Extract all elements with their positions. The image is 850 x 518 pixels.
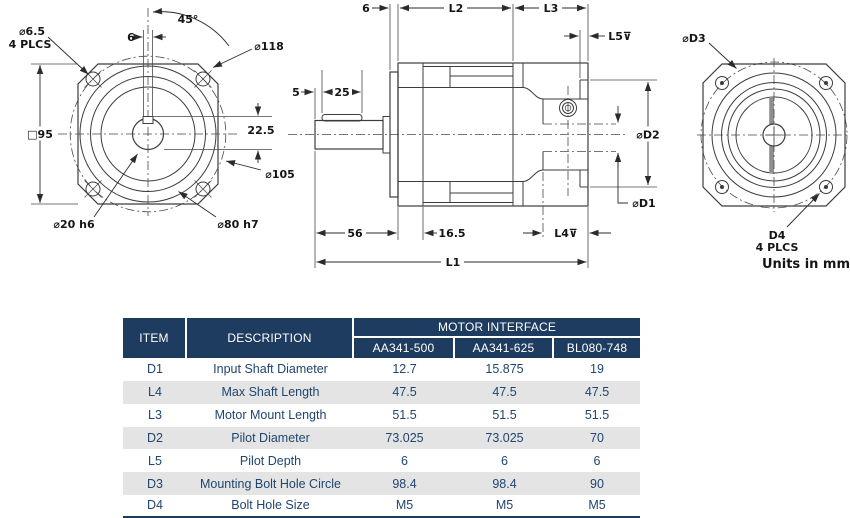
dim-l5: L5⊽ [608,30,632,43]
column-header-model-3: BL080-748 [554,338,640,358]
dim-l3: L3 [543,2,559,15]
cell-value: 70 [554,427,640,450]
cell-description: Max Shaft Length [187,381,354,404]
dim-l2: L2 [448,2,464,15]
cell-description: Bolt Hole Size [187,495,354,518]
cell-value: 6 [455,449,554,472]
rear-keyway-slot [769,97,774,124]
dim-l1: L1 [445,256,461,269]
cell-value: 51.5 [455,404,554,427]
cell-value: 12.7 [354,358,455,381]
column-header-motor-interface: MOTOR INTERFACE [354,318,640,338]
cell-value: 90 [554,472,640,495]
column-header-model-2: AA341-625 [455,338,554,358]
cell-value: 98.4 [455,472,554,495]
dim-key-width: 6 [127,31,135,44]
side-view [288,2,668,270]
side-dimensions [292,2,668,270]
dim-shaft-diameter: ⌀20 h6 [53,218,95,231]
dim-step: 5 [292,86,300,99]
cell-description: Input Shaft Diameter [187,358,354,381]
cell-value: 47.5 [455,381,554,404]
cell-value: 6 [354,449,455,472]
dim-flange-thickness: 16.5 [438,227,466,240]
units-note: Units in mm [761,257,850,272]
cell-value: 73.025 [455,427,554,450]
column-header-description: DESCRIPTION [187,318,354,358]
cell-value: 47.5 [554,381,640,404]
cell-description: Pilot Depth [187,449,354,472]
cell-value: 51.5 [354,404,455,427]
dim-d2: ⌀D2 [636,128,660,142]
cell-value: M5 [554,495,640,518]
cell-value: 15.875 [455,358,554,381]
dim-d3: ⌀D3 [682,32,706,45]
dim-key-length: 25 [334,86,350,99]
cell-item: D3 [123,472,187,495]
column-header-item: ITEM [123,318,187,358]
cell-item: D1 [123,358,187,381]
dim-hole-places: 4 PLCS [8,38,52,51]
dim-d4-places: 4 PLCS [755,241,799,254]
cell-description: Pilot Diameter [187,427,354,450]
dim-hole-diameter: ⌀6.5 [18,25,46,38]
dim-pilot-diameter: ⌀80 h7 [217,218,259,231]
motor-interface-table [123,318,640,518]
dim-l4: L4⊽ [554,227,578,240]
cell-value: M5 [354,495,455,518]
dim-boss-width: 6 [362,2,370,15]
side-mounting-screw [560,86,577,196]
dim-square-size: □95 [27,128,53,141]
dim-corner-diameter: ⌀118 [254,40,284,53]
cell-value: 47.5 [354,381,455,404]
dim-d1: ⌀D1 [632,197,656,210]
column-header-model-1: AA341-500 [354,338,455,358]
cell-item: L3 [123,404,187,427]
cell-value: 98.4 [354,472,455,495]
rear-view [682,32,850,272]
cell-value: 6 [554,449,640,472]
cell-item: L5 [123,449,187,472]
dim-angle: 45° [177,13,199,26]
cell-item: D2 [123,427,187,450]
cell-value: 19 [554,358,640,381]
cell-value: M5 [455,495,554,518]
dim-shaft-length: 56 [347,227,363,240]
cell-item: L4 [123,381,187,404]
cell-item: D4 [123,495,187,518]
cell-value: 51.5 [554,404,640,427]
cell-description: Motor Mount Length [187,404,354,427]
dim-key-height: 22.5 [247,124,275,137]
dim-bolt-circle: ⌀105 [265,168,295,181]
dim-d4: D4 [768,229,786,242]
front-view [9,8,295,231]
cell-value: 73.025 [354,427,455,450]
cell-description: Mounting Bolt Hole Circle [187,472,354,495]
